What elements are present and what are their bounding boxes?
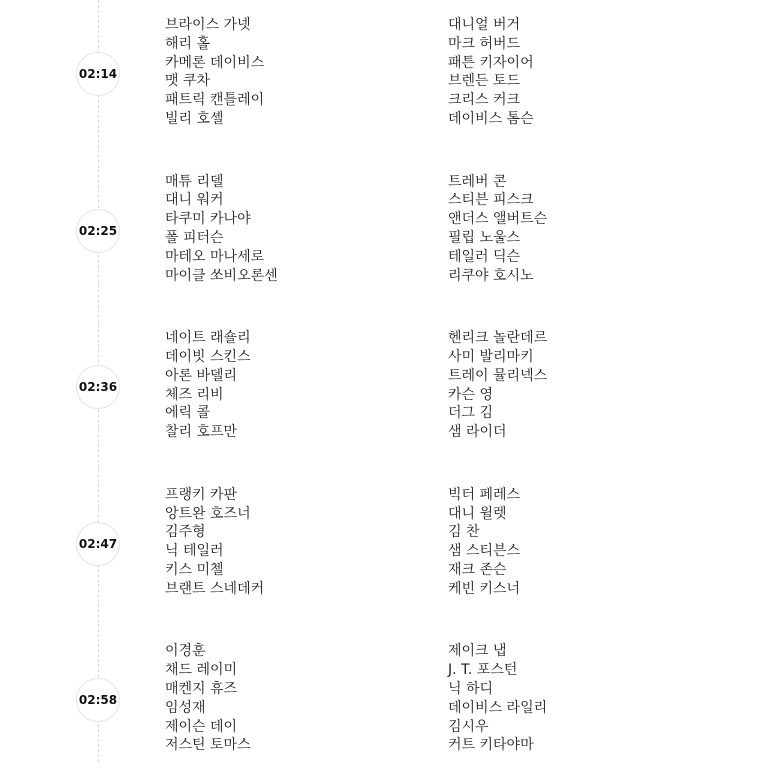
player-name-link[interactable]: 마크 허버드 xyxy=(448,35,521,52)
player-name-link[interactable]: 트레이 뮬리넥스 xyxy=(448,367,548,384)
player-name-link[interactable]: 아론 바델리 xyxy=(165,367,238,384)
player-name-link[interactable]: 이경훈 xyxy=(165,643,206,660)
player-name-link[interactable]: 헨리크 놀란데르 xyxy=(448,330,548,347)
player-column-right xyxy=(448,173,547,286)
player-name-link[interactable]: 브라이스 가넷 xyxy=(165,17,251,33)
player-name-link[interactable]: 닉 테일러 xyxy=(165,543,224,560)
player-name-link[interactable]: 폴 피터슨 xyxy=(165,229,224,246)
player-name-link[interactable]: 샘 스티븐스 xyxy=(448,543,521,560)
player-name-link[interactable]: 체즈 리비 xyxy=(165,386,224,403)
player-name-link[interactable]: 제이크 냅 xyxy=(448,643,507,660)
player-name-link[interactable]: 사미 발리마키 xyxy=(448,348,534,365)
player-name-link[interactable]: 스티븐 피스크 xyxy=(448,192,534,209)
player-name-link[interactable]: 크리스 커크 xyxy=(448,92,521,109)
player-name-link[interactable]: 앙트완 호즈너 xyxy=(165,505,251,522)
player-name-link[interactable]: 저스틴 토마스 xyxy=(165,737,251,754)
player-column-right xyxy=(448,642,547,755)
player-name-link[interactable]: 네이트 래숄리 xyxy=(165,330,251,347)
player-name-link[interactable]: 데이비스 라일리 xyxy=(448,699,548,716)
player-name-link[interactable]: 빌리 호셸 xyxy=(165,110,224,127)
player-column-left xyxy=(165,16,264,129)
player-name-link[interactable]: 케빈 키스너 xyxy=(448,580,521,597)
player-name-link[interactable]: 패튼 키자이어 xyxy=(448,54,534,71)
tee-time-badge: 02:58 xyxy=(76,678,120,722)
player-name-link[interactable]: 카메론 데이비스 xyxy=(165,54,265,71)
player-name-link[interactable]: 닉 하디 xyxy=(448,680,494,697)
player-name-link[interactable]: 리쿠야 호시노 xyxy=(448,267,534,284)
tee-time-group xyxy=(0,486,760,614)
player-name-link[interactable]: 트레버 콘 xyxy=(448,173,507,190)
player-name-link[interactable]: 더그 김 xyxy=(448,405,494,422)
tee-time-group xyxy=(0,173,760,301)
player-name-link[interactable]: 타쿠미 카나야 xyxy=(165,211,251,228)
player-name-link[interactable]: 김시우 xyxy=(448,718,489,735)
player-name-link[interactable]: 빅터 페레스 xyxy=(448,486,521,503)
player-name-link[interactable]: 데이비스 톰슨 xyxy=(448,110,534,127)
player-name-link[interactable]: 대니얼 버거 xyxy=(448,17,521,33)
player-name-link[interactable]: J. T. 포스턴 xyxy=(448,662,518,679)
player-column-left xyxy=(165,486,264,599)
player-name-link[interactable]: 키스 미첼 xyxy=(165,561,224,578)
player-name-link[interactable]: 채드 레이미 xyxy=(165,662,238,679)
player-column-left xyxy=(165,329,251,442)
player-name-link[interactable]: 매튜 리델 xyxy=(165,173,224,190)
player-name-link[interactable]: 김주형 xyxy=(165,524,206,541)
player-column-right xyxy=(448,486,520,599)
player-name-link[interactable]: 에릭 콜 xyxy=(165,405,211,422)
player-name-link[interactable]: 김 찬 xyxy=(448,524,480,541)
player-column-right xyxy=(448,16,534,129)
player-column-left xyxy=(165,642,251,755)
player-name-link[interactable]: 마테오 마나세로 xyxy=(165,248,265,265)
player-column-right xyxy=(448,329,547,442)
tee-time-badge: 02:36 xyxy=(76,365,120,409)
player-name-link[interactable]: 커트 키타야마 xyxy=(448,737,534,754)
player-name-link[interactable]: 테일러 딕슨 xyxy=(448,248,521,265)
tee-time-group xyxy=(0,642,760,770)
player-name-link[interactable]: 대니 워커 xyxy=(165,192,224,209)
tee-time-badge: 02:14 xyxy=(76,52,120,96)
player-name-link[interactable]: 샘 라이더 xyxy=(448,424,507,441)
player-name-link[interactable]: 찰리 호프만 xyxy=(165,424,238,441)
tee-time-group xyxy=(0,329,760,457)
player-name-link[interactable]: 브렌든 토드 xyxy=(448,73,521,90)
player-name-link[interactable]: 제이슨 데이 xyxy=(165,718,238,735)
player-name-link[interactable]: 임성재 xyxy=(165,699,206,716)
player-name-link[interactable]: 앤더스 앨버트슨 xyxy=(448,211,548,228)
tee-time-badge: 02:47 xyxy=(76,522,120,566)
player-name-link[interactable]: 필립 노울스 xyxy=(448,229,521,246)
player-name-link[interactable]: 대니 윌렛 xyxy=(448,505,507,522)
player-name-link[interactable]: 브랜트 스네데커 xyxy=(165,580,265,597)
player-name-link[interactable]: 매켄지 휴즈 xyxy=(165,680,238,697)
player-name-link[interactable]: 데이빗 스킨스 xyxy=(165,348,251,365)
player-name-link[interactable]: 프랭키 카판 xyxy=(165,486,238,503)
player-column-left xyxy=(165,173,278,286)
player-name-link[interactable]: 맷 쿠차 xyxy=(165,73,211,90)
player-name-link[interactable]: 카슨 영 xyxy=(448,386,494,403)
player-name-link[interactable]: 재크 존슨 xyxy=(448,561,507,578)
tee-time-badge: 02:25 xyxy=(76,209,120,253)
tee-time-group xyxy=(0,16,760,144)
player-name-link[interactable]: 마이클 쏘비오론센 xyxy=(165,267,278,284)
player-name-link[interactable]: 패트릭 캔틀레이 xyxy=(165,92,265,109)
player-name-link[interactable]: 해리 홀 xyxy=(165,35,211,52)
